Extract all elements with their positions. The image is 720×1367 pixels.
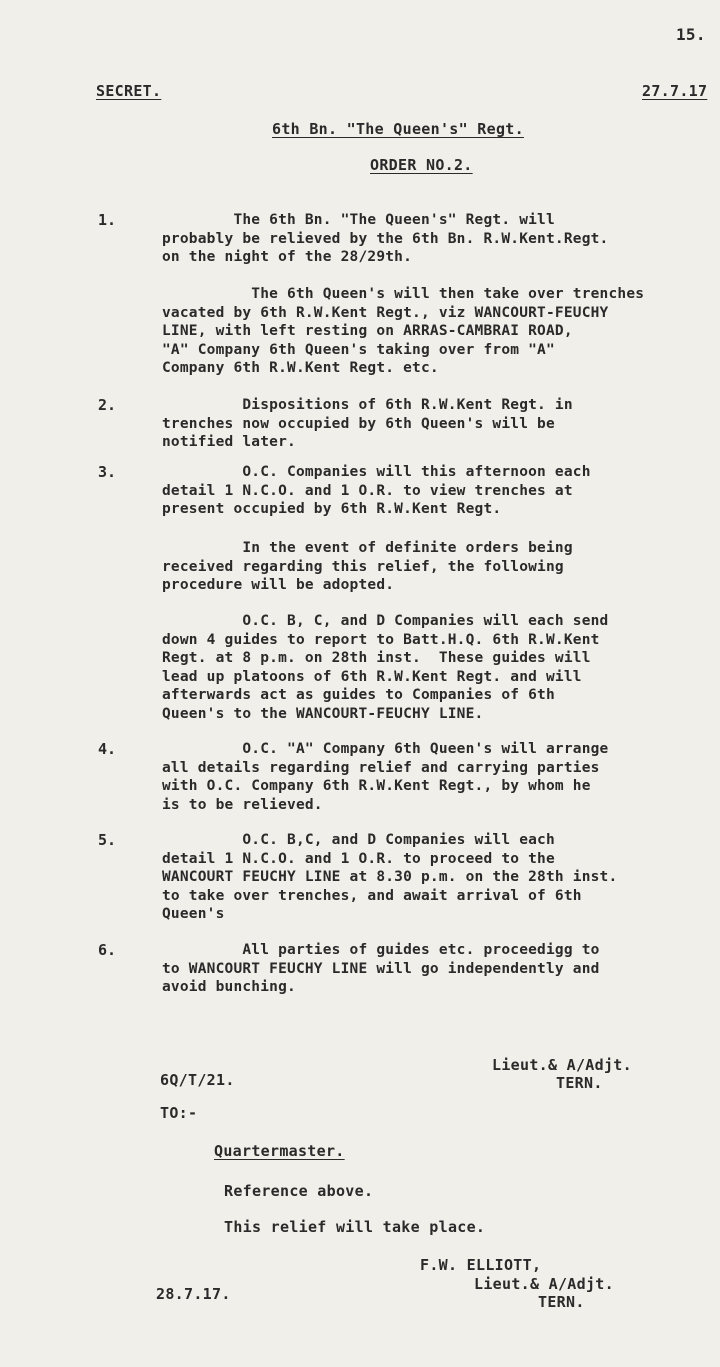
document-date: 27.7.17 — [642, 82, 708, 100]
paragraph-number: 3. — [98, 463, 117, 481]
paragraph-number: 4. — [98, 740, 117, 758]
recipient: Quartermaster. — [214, 1142, 345, 1160]
paragraph-text: O.C. Companies will this afternoon each detail 1 N.C.O. and 1 O.R. to view trenches at present occupied by 6th R.W.Kent Regt. — [162, 464, 591, 517]
paragraph-text: O.C. "A" Company 6th Queen's will arrange all details regarding relief and carrying parties with O.C. Company 6th R.W.Kent Regt., by whom he is to be relieved. — [162, 741, 609, 813]
paragraph-number: 2. — [98, 396, 117, 414]
order-title: ORDER NO.2. — [370, 156, 473, 174]
signature-unit: TERN. — [538, 1293, 585, 1311]
classification: SECRET. — [96, 82, 162, 100]
paragraph-number: 5. — [98, 831, 117, 849]
paragraph-text: In the event of definite orders being received regarding this relief, the following procedure will be adopted. — [162, 540, 573, 593]
paragraph-text: The 6th Bn. "The Queen's" Regt. will probably be relieved by the 6th Bn. R.W.Kent.Regt. on the night of the 28/29th. — [162, 212, 609, 265]
signer-name: F.W. ELLIOTT, — [420, 1256, 542, 1274]
footer-date: 28.7.17. — [156, 1285, 231, 1303]
signature-unit: TERN. — [556, 1074, 603, 1092]
note-line: This relief will take place. — [224, 1218, 486, 1236]
paragraph-text: All parties of guides etc. proceedigg to to WANCOURT FEUCHY LINE will go independently and avoid bunching. — [162, 942, 600, 995]
page-number: 15. — [676, 25, 706, 44]
paragraph-number: 6. — [98, 941, 117, 959]
signature-title: Lieut.& A/Adjt. — [474, 1275, 614, 1293]
unit-title: 6th Bn. "The Queen's" Regt. — [272, 120, 524, 138]
paragraph-text: O.C. B,C, and D Companies will each detail 1 N.C.O. and 1 O.R. to proceed to the WANCOURT FEUCHY LINE at 8.30 p.m. on the 28th inst. to take over trenches, and await arrival of 6th Queen's — [162, 832, 618, 922]
reference-line: Reference above. — [224, 1182, 374, 1200]
paragraph-text: O.C. B, C, and D Companies will each send down 4 guides to report to Batt.H.Q. 6th R.W.Kent Regt. at 8 p.m. on 28th inst. These guides will lead up platoons of 6th R.W.Kent Regt. and will afterwards act as guides to Companies of 6th Queen's to the WANCOURT-FEUCHY LINE. — [162, 613, 609, 722]
paragraph-text: Dispositions of 6th R.W.Kent Regt. in trenches now occupied by 6th Queen's will be notified later. — [162, 397, 573, 450]
to-label: TO:- — [160, 1104, 198, 1122]
reference-number: 6Q/T/21. — [160, 1071, 235, 1089]
paragraph-text: The 6th Queen's will then take over trenches vacated by 6th R.W.Kent Regt., viz WANCOURT-FEUCHY LINE, with left resting on ARRAS-CAMBRAI ROAD, "A" Company 6th Queen's taking over from "A" Company 6th R.W.Kent Regt. etc. — [162, 286, 645, 376]
paragraph-number: 1. — [98, 211, 117, 229]
signature-title: Lieut.& A/Adjt. — [492, 1056, 632, 1074]
